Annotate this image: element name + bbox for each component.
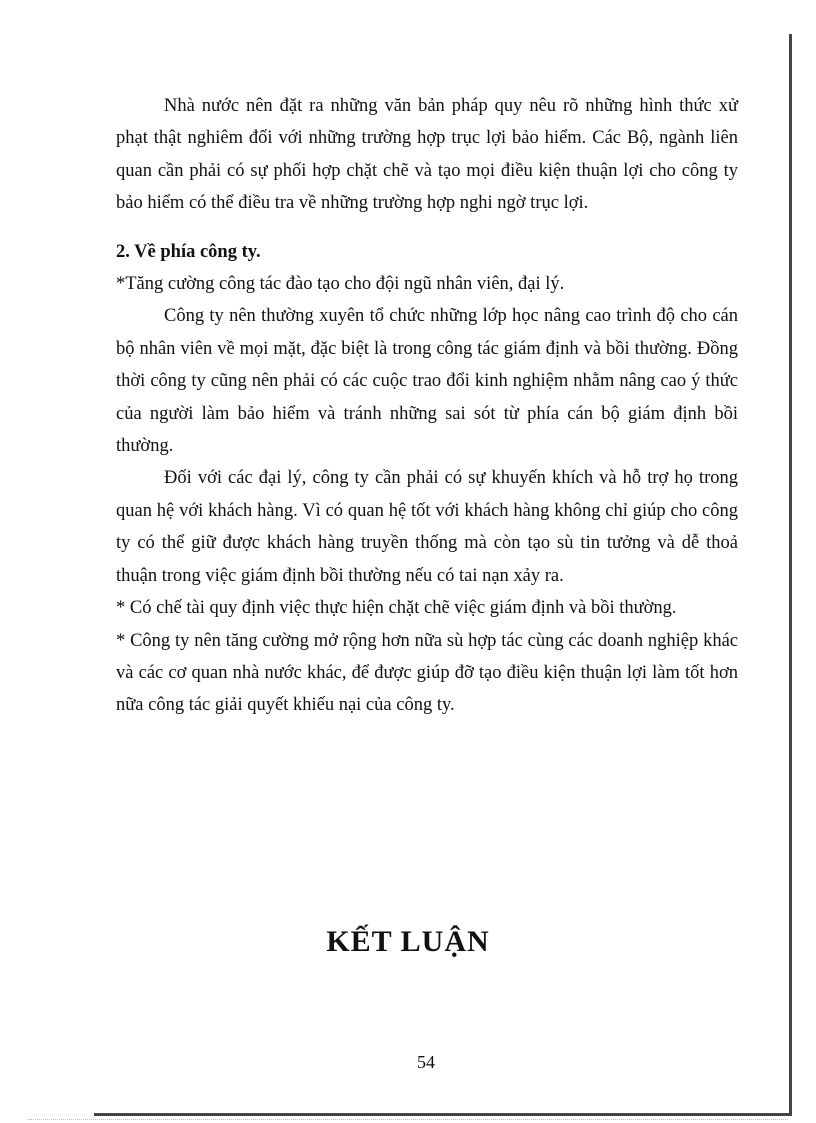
page-bottom-rule [28,1119,788,1120]
paragraph-training-detail: Công ty nên thường xuyên tổ chức những lớp học nâng cao trình độ cho cán bộ nhân viên về mọi mặt, đặc biệt là trong công tác giám định và bồi thường. Đồng thời công ty cũng nên phải có các cuộc trao đổi kinh nghiệm nhằm nâng cao ý thức của người làm bảo hiểm và tránh những sai sót từ phía cán bộ giám định bồi thường. [116,306,738,457]
page-number: 54 [417,1052,435,1072]
bullet-cooperation: * Công ty nên tăng cường mở rộng hơn nữa sù hợp tác cùng các doanh nghiệp khác và các cơ quan nhà nước khác, để được giúp đỡ tạo điều kiện thuận lợi làm tốt hơn nữa công tác giải quyết khiếu nại của công ty. [116,630,738,716]
section-heading-company: 2. Về phía công ty. [116,241,261,262]
bullet-training: *Tăng cường công tác đào tạo cho đội ngũ nhân viên, đại lý. [116,274,565,295]
document-body [116,90,738,722]
conclusion-title: KẾT LUẬN [326,925,490,958]
paragraph-state-regulation: Nhà nước nên đặt ra những văn bản pháp quy nêu rõ những hình thức xử phạt thật nghiêm đối với những trường hợp trục lợi bảo hiểm. Các Bộ, ngành liên quan cần phải có sự phối hợp chặt chẽ và tạo mọi điều kiện thuận lợi cho công ty bảo hiểm có thể điều tra về những trường hợp nghi ngờ trục lợi. [116,96,738,214]
paragraph-agents: Đối với các đại lý, công ty cần phải có sự khuyến khích và hỗ trợ họ trong quan hệ với khách hàng. Vì có quan hệ tốt với khách hàng không chỉ giúp cho công ty có thể giữ được khách hàng truyền thống mà còn tạo sù tin tưởng và dễ thoả thuận trong việc giám định bồi thường nếu có tai nạn xảy ra. [116,468,738,586]
bullet-sanctions: * Có chế tài quy định việc thực hiện chặt chẽ việc giám định và bồi thường. [116,598,677,619]
